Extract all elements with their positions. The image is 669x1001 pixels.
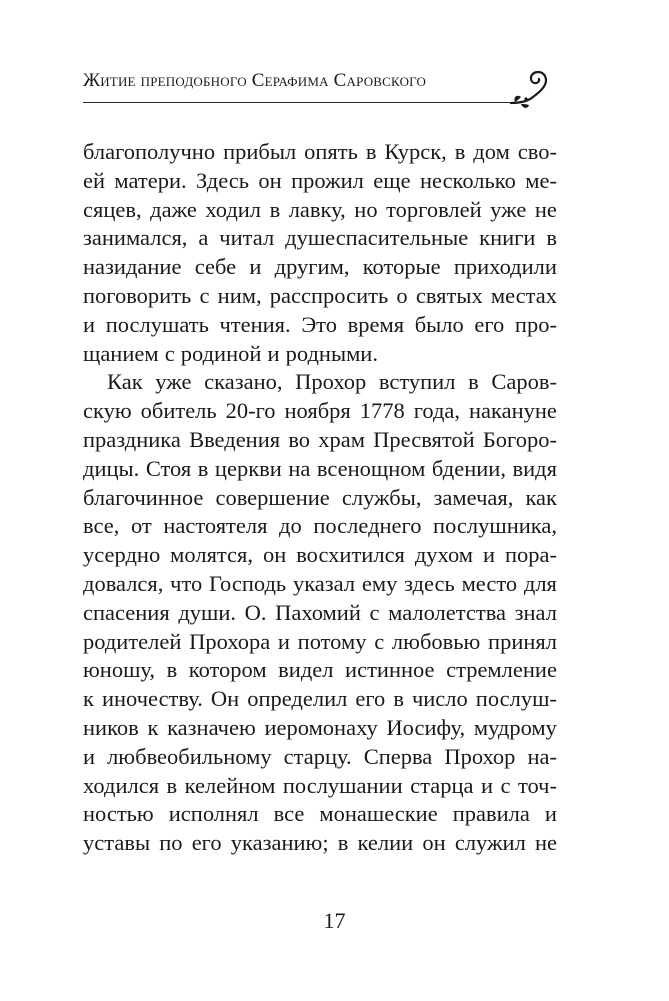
word: ходил: [205, 196, 262, 222]
text-line: [83, 541, 557, 570]
word: еще: [373, 167, 411, 193]
word: назидание: [83, 254, 182, 280]
word: он: [422, 830, 446, 856]
word: Пахомий: [275, 599, 361, 625]
word: совершение: [215, 484, 330, 510]
word: настоятеля: [163, 513, 268, 539]
word: сяцев,: [83, 196, 142, 222]
word: спасения: [83, 599, 170, 625]
word: до: [279, 513, 302, 539]
word: правила: [452, 801, 530, 827]
word: Пресвятой: [373, 426, 475, 452]
word: приходили: [453, 254, 557, 280]
word: не: [534, 830, 557, 856]
word: указал: [292, 570, 356, 596]
word: послушать: [105, 311, 209, 337]
word: о: [396, 282, 408, 308]
word: и: [480, 772, 493, 798]
word: матери.: [114, 167, 187, 193]
text-line: [83, 196, 557, 225]
word: с: [500, 772, 511, 798]
word: послушника,: [433, 513, 557, 539]
word: определил: [247, 686, 348, 712]
text-line: [83, 685, 557, 714]
word: любвеобильному: [107, 743, 272, 769]
word: в: [166, 657, 178, 683]
text-line: [83, 368, 557, 397]
word: в: [365, 139, 377, 164]
word: дицы.: [83, 455, 140, 481]
word: монашеские: [319, 801, 438, 827]
word: принял: [488, 628, 557, 654]
word: усердно: [83, 542, 161, 568]
word: не: [534, 196, 557, 222]
word: от: [130, 513, 152, 539]
word: все,: [83, 513, 120, 539]
word: сказано,: [204, 369, 283, 395]
word: местах: [490, 282, 557, 308]
word: в: [269, 196, 281, 222]
word: с: [374, 628, 385, 654]
word: потому: [297, 628, 367, 654]
word: ходился: [83, 772, 160, 798]
word: читал: [219, 225, 275, 251]
word: его: [355, 686, 386, 712]
word: года,: [413, 398, 461, 424]
text-line: [83, 340, 557, 369]
text-line: [83, 512, 557, 541]
word: ей: [83, 167, 106, 193]
word: благочинное: [83, 484, 204, 510]
word: исполнял: [168, 801, 259, 827]
word: Стоя: [145, 455, 192, 481]
word: Прохора: [189, 628, 271, 654]
word: 20-го: [225, 398, 276, 424]
word: уставы: [83, 830, 151, 856]
word: щанием: [83, 340, 159, 366]
word: по: [159, 830, 183, 856]
word: ему: [361, 570, 398, 596]
text-line: [83, 397, 557, 426]
word: все: [273, 801, 305, 827]
word: и: [83, 743, 96, 769]
word: к: [83, 686, 94, 712]
word: мудрому: [473, 714, 557, 740]
word: Господь: [209, 570, 287, 596]
word: в: [393, 686, 404, 712]
text-line: [83, 138, 557, 167]
text-line: [83, 829, 557, 858]
header-rule: [83, 102, 515, 103]
word: скую: [83, 398, 132, 424]
word: ноября: [284, 398, 351, 424]
word: благополучно: [83, 139, 216, 164]
word: про-: [514, 311, 557, 337]
word: в: [337, 830, 349, 856]
word: службы,: [341, 484, 422, 510]
word: храм: [318, 426, 365, 452]
word: иночеству.: [101, 686, 203, 712]
word: замечая,: [433, 484, 514, 510]
word: Богоро-: [482, 426, 557, 452]
word: истинное: [345, 657, 435, 683]
word: которые: [362, 254, 441, 280]
text-line: [83, 282, 557, 311]
word: здесь: [404, 570, 455, 596]
word: уже: [155, 369, 192, 395]
word: на: [288, 455, 311, 481]
word: вступил: [378, 369, 456, 395]
text-line: [83, 656, 557, 685]
word: дом: [473, 139, 510, 164]
word: в: [468, 369, 479, 395]
word: поговорить: [83, 282, 192, 308]
word: церкви: [214, 455, 282, 481]
word: служил: [454, 830, 526, 856]
word: келейном: [184, 772, 276, 798]
text-line: [83, 599, 557, 628]
word: иеромонаху: [264, 714, 378, 740]
word: духом: [414, 542, 474, 568]
word: Прохор: [444, 743, 516, 769]
running-title: Житие преподобного Серафима Саровского: [83, 70, 427, 91]
word: книги: [479, 225, 536, 251]
word: Он: [210, 686, 240, 712]
word: ме-: [525, 167, 557, 193]
word: 1778: [359, 398, 405, 424]
word: малолетства: [388, 599, 507, 625]
word: он: [262, 542, 287, 568]
word: чтения.: [219, 311, 291, 337]
word: Саров-: [491, 369, 557, 395]
word: а: [198, 225, 209, 251]
word: родителей: [83, 628, 182, 654]
word: число: [411, 686, 468, 712]
word: сво-: [517, 139, 557, 164]
text-line: [83, 167, 557, 196]
word: расспросить: [269, 282, 389, 308]
word: Курск,: [384, 139, 447, 164]
word: торговлей: [386, 196, 482, 222]
text-line: [83, 426, 557, 455]
text-line: [83, 800, 557, 829]
word: и: [83, 311, 96, 337]
text-line: [83, 772, 557, 801]
text-line: [83, 224, 557, 253]
text-line: [83, 570, 557, 599]
word: во: [288, 426, 311, 452]
word: занимался,: [83, 225, 188, 251]
word: ников: [83, 714, 139, 740]
word: ностью: [83, 801, 154, 827]
word: старцу.: [283, 743, 352, 769]
word: видел: [278, 657, 334, 683]
word: указанию;: [230, 830, 329, 856]
word: на-: [527, 743, 557, 769]
word: послуш-: [475, 686, 557, 712]
word: место: [461, 570, 518, 596]
word: лавку,: [288, 196, 346, 222]
word: любовью: [391, 628, 481, 654]
word: другим,: [274, 254, 350, 280]
flourish-ornament-icon: [505, 66, 553, 114]
word: Сперва: [363, 743, 433, 769]
word: родиной: [180, 340, 262, 366]
word: восхитился: [296, 542, 405, 568]
word: довался,: [83, 570, 164, 596]
word: родными.: [285, 340, 378, 366]
word: его: [474, 311, 505, 337]
word: в: [197, 455, 209, 481]
word: Это: [301, 311, 337, 337]
word: ним,: [217, 282, 262, 308]
word: видя: [512, 455, 557, 481]
word: обитель: [140, 398, 217, 424]
word: с: [369, 599, 380, 625]
word: и: [277, 628, 290, 654]
word: прожил: [291, 167, 364, 193]
word: точ-: [517, 772, 557, 798]
word: в: [454, 139, 466, 164]
text-line: [83, 455, 557, 484]
word: котором: [188, 657, 267, 683]
word: было: [414, 311, 464, 337]
word: и: [482, 542, 496, 568]
text-line: [83, 628, 557, 657]
word: опять: [304, 139, 358, 164]
word: Как: [107, 369, 143, 395]
word: как: [525, 484, 557, 510]
word: последнего: [313, 513, 422, 539]
body-text: [83, 138, 557, 858]
word: О.: [244, 599, 267, 625]
word: время: [347, 311, 405, 337]
word: даже: [150, 196, 197, 222]
page-number: 17: [323, 908, 346, 933]
word: келии: [357, 830, 414, 856]
word: что: [170, 570, 203, 596]
word: всенощном: [316, 455, 426, 481]
word: души.: [178, 599, 237, 625]
word: стремление: [446, 657, 557, 683]
word: накануне: [468, 398, 557, 424]
word: с: [199, 282, 210, 308]
text-line: [83, 743, 557, 772]
word: Введения: [189, 426, 281, 452]
word: в: [546, 225, 557, 251]
word: себе: [194, 254, 237, 280]
word: казначею: [167, 714, 256, 740]
word: пора-: [504, 542, 557, 568]
word: несколько: [419, 167, 516, 193]
word: молятся,: [170, 542, 253, 568]
word: юношу,: [83, 657, 156, 683]
word: к: [147, 714, 159, 740]
word: и: [544, 801, 557, 827]
word: прибыл: [223, 139, 297, 164]
word: с: [164, 340, 175, 366]
text-line: [83, 714, 557, 743]
word: Прохор: [295, 369, 367, 395]
word: праздника: [83, 426, 181, 452]
word: и: [267, 340, 280, 366]
word: святых: [415, 282, 483, 308]
word: Иосифу,: [386, 714, 466, 740]
word: для: [523, 570, 557, 596]
word: послушании: [282, 772, 403, 798]
word: бдении,: [431, 455, 506, 481]
word: но: [354, 196, 378, 222]
text-line: [83, 484, 557, 513]
word: уже: [490, 196, 527, 222]
word: знал: [514, 599, 557, 625]
word: он: [258, 167, 282, 193]
text-line: [83, 311, 557, 340]
word: в: [166, 772, 178, 798]
word: Здесь: [196, 167, 250, 193]
word: старца: [410, 772, 474, 798]
text-line: [83, 253, 557, 282]
word: и: [249, 254, 262, 280]
word: душеспасительные: [285, 225, 469, 251]
word: его: [191, 830, 222, 856]
